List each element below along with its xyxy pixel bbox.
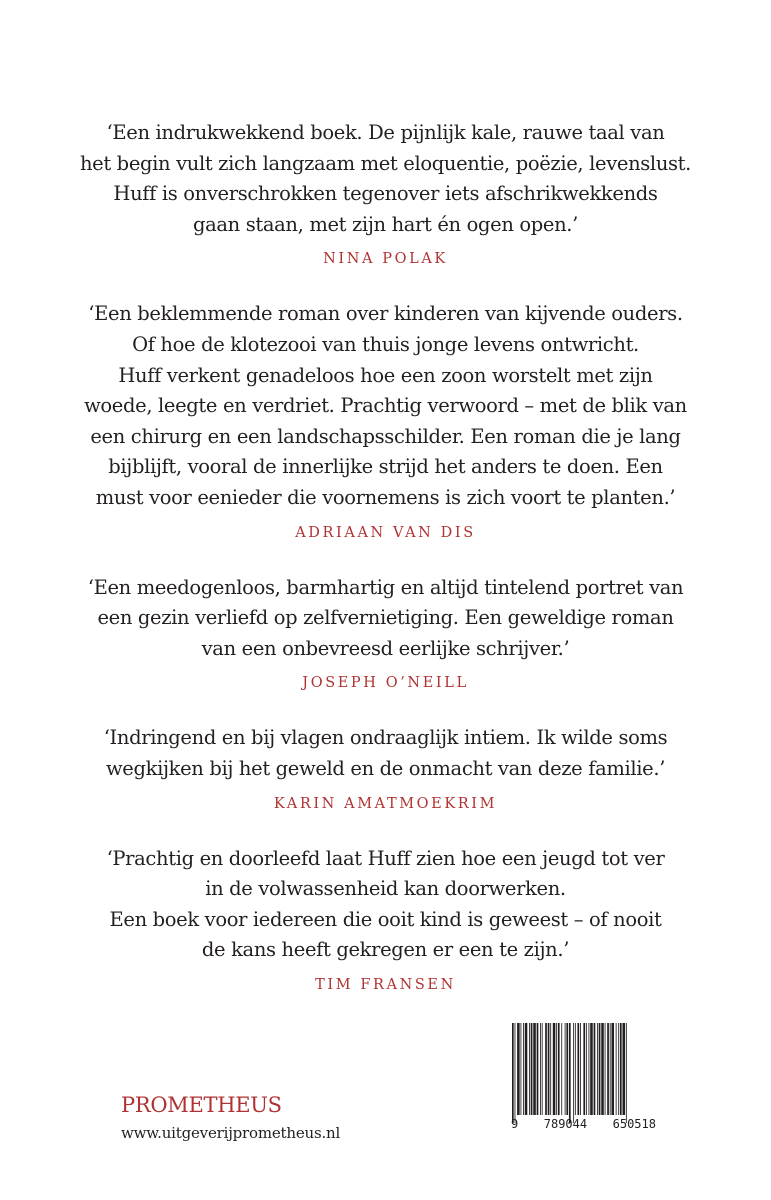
barcode-bar [583, 1023, 585, 1115]
quote-line: een chirurg en een landschapsschilder. Een roman die je lang [90, 424, 681, 448]
barcode-bar [531, 1023, 533, 1115]
barcode-bar [573, 1023, 574, 1123]
quote-tim-fransen [0, 844, 771, 997]
barcode-bar [611, 1023, 614, 1115]
quote-line: Huff is onverschrokken tegenover iets afschrikwekkends [113, 182, 658, 206]
barcode-bar [623, 1023, 626, 1115]
quote-joseph-oneill [0, 573, 771, 696]
quote-line: wegkijken bij het geweld en de onmacht van deze familie.’ [105, 756, 666, 780]
quote-line: ‘Een indrukwekkend boek. De pijnlijk kale, rauwe taal van [106, 121, 665, 144]
quote-author: NINA POLAK [323, 251, 448, 268]
quote-adriaan-van-dis [0, 299, 771, 544]
barcode-bar [616, 1023, 617, 1115]
isbn-digit-right-group: 650518 [612, 1117, 656, 1131]
quotes-section [0, 118, 771, 997]
barcode-bar [605, 1023, 606, 1115]
barcode-bar [601, 1023, 604, 1115]
barcode-bar [561, 1023, 562, 1115]
quote-line: het begin vult zich langzaam met eloquentie, poëzie, levenslust. [79, 151, 692, 175]
quote-karin-amatmoekrim [0, 723, 771, 815]
barcode-bar [599, 1023, 601, 1115]
barcode-bar [607, 1023, 609, 1115]
quote-nina-polak [0, 118, 771, 271]
barcode-bar [626, 1023, 627, 1123]
barcode-bar [589, 1023, 590, 1115]
barcode-bar [556, 1023, 557, 1115]
barcode-bar [525, 1023, 528, 1115]
barcode-bar [523, 1023, 524, 1115]
barcode-bar [590, 1023, 593, 1115]
barcode-bar [533, 1023, 536, 1115]
barcode-bar [597, 1023, 598, 1115]
barcode-bar [553, 1023, 556, 1115]
quote-line: in de volwassenheid kan doorwerken. [205, 877, 566, 901]
quote-line: must voor eenieder die voornemens is zich voort te planten.’ [95, 485, 676, 509]
barcode-bar [594, 1023, 596, 1115]
barcode-bar [550, 1023, 551, 1115]
publisher-logo: PROMETHEUS [121, 1093, 282, 1117]
barcode-bar [580, 1023, 581, 1115]
quote-line: Of hoe de klotezooi van thuis jonge levens ontwricht. [132, 332, 639, 356]
quote-line: ‘Een meedogenloos, barmhartig en altijd tintelend portret van [87, 575, 684, 599]
barcode-bar [586, 1023, 587, 1115]
quote-line: van een onbevreesd eerlijke schrijver.’ [201, 636, 570, 660]
barcode-bar [569, 1023, 571, 1123]
barcode-bar [577, 1023, 579, 1115]
barcode-bar [545, 1023, 547, 1115]
barcode-bar [529, 1023, 530, 1115]
barcode-bar [521, 1023, 522, 1115]
barcode-bar [542, 1023, 543, 1115]
barcode-bar [548, 1023, 550, 1115]
quote-line: de kans heeft gekregen er een te zijn.’ [201, 938, 570, 962]
isbn-digit-prefix: 9 [511, 1117, 519, 1131]
barcode-bar [512, 1023, 514, 1123]
barcode-bar [575, 1023, 576, 1115]
quote-author: TIM FRANSEN [315, 976, 456, 993]
quote-line: Huff verkent genadeloos hoe een zoon worstelt met zijn [118, 363, 653, 387]
quote-author: JOSEPH O’NEILL [302, 675, 469, 692]
quote-line: ‘Prachtig en doorleefd laat Huff zien hoe een jeugd tot ver [106, 846, 665, 870]
isbn-number [511, 1117, 656, 1131]
quote-line: woede, leegte en verdriet. Prachtig verwoord – met de blik van [84, 394, 687, 418]
barcode-bar [515, 1023, 516, 1123]
barcode-bar [618, 1023, 619, 1115]
barcode-bar [610, 1023, 611, 1115]
quote-line: ‘Indringend en bij vlagen ondraaglijk intiem. Ik wilde soms [103, 726, 668, 750]
barcode-bar [558, 1023, 560, 1115]
quote-author: ADRIAAN VAN DIS [295, 524, 476, 541]
barcode-bar [517, 1023, 520, 1115]
quote-line: gaan staan, met zijn hart én ogen open.’ [193, 212, 578, 236]
quote-line: ‘Een beklemmende roman over kinderen van kijvende ouders. [88, 302, 683, 326]
barcode-bar [565, 1023, 566, 1115]
quote-line: Een boek voor iedereen die ooit kind is geweest – of nooit [109, 907, 662, 931]
barcode-bar [540, 1023, 541, 1115]
barcode-bar [620, 1023, 622, 1115]
barcode-bar [537, 1023, 539, 1115]
isbn-digit-left-group: 789044 [543, 1117, 588, 1131]
quote-author: KARIN AMATMOEKRIM [273, 795, 498, 812]
quote-line: een gezin verliefd op zelfvernietiging. Een geweldige roman [97, 606, 674, 630]
quote-line: bijblijft, vooral de innerlijke strijd het anders te doen. Een [108, 455, 663, 479]
barcode-bar [566, 1023, 568, 1115]
publisher-website: www.uitgeverijprometheus.nl [121, 1124, 341, 1142]
